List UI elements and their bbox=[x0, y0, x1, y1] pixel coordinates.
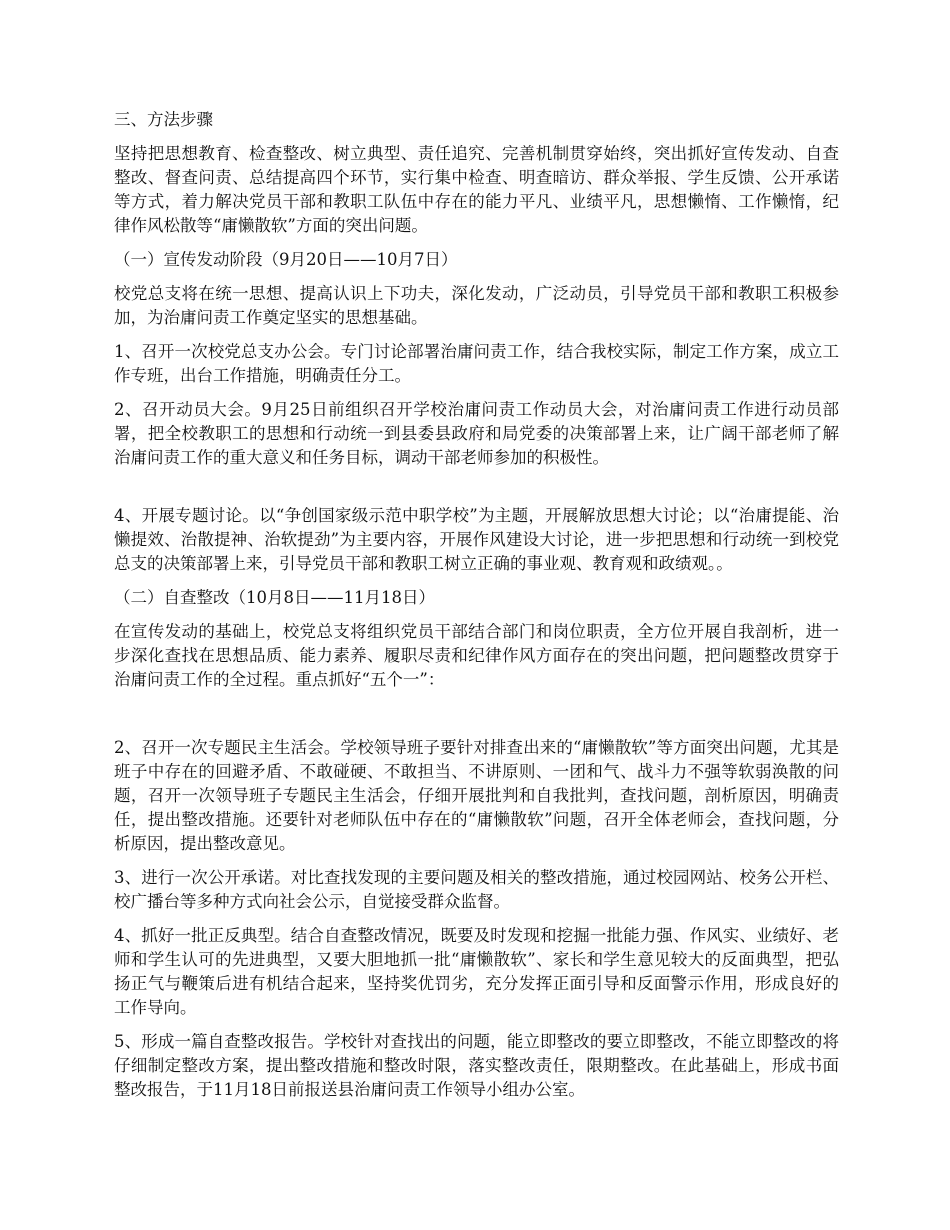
item-mobilization-meeting: 2、召开动员大会。9月25日前组织召开学校治庸问责工作动员大会，对治庸问责工作进行动员部署，把全校教职工的思想和行动统一到县委县政府和局党委的决策部署上来，让广阔干部老师了解治庸问责工作的重大意义和任务目标，调动干部老师参加的积极性。 bbox=[114, 400, 839, 467]
item-topic-discussion: 4、开展专题讨论。以“争创国家级示范中职学校”为主题，开展解放思想大讨论；以“治庸提能、治懒提效、治散提神、治软提劲”为主要内容，开展作风建设大讨论，进一步把思想和行动统一到校党总支的决策部署上来，引导党员干部和教职工树立正确的事业观、教育观和政绩观。。 bbox=[114, 506, 839, 573]
stage-two-intro: 在宣传发动的基础上，校党总支将组织党员干部结合部门和岗位职责，全方位开展自我剖析，进一步深化查找在思想品质、能力素养、履职尽责和纪律作风方面存在的突出问题，把问题整改贯穿于治庸问责工作的全过程。重点抓好“五个一”： bbox=[114, 622, 839, 689]
stage-two-heading: （二）自查整改（10月8日——11月18日） bbox=[114, 588, 435, 607]
section-heading-methods: 三、方法步骤 bbox=[114, 110, 213, 129]
item-typical-examples: 4、抓好一批正反典型。结合自查整改情况，既要及时发现和挖掘一批能力强、作风实、业绩好、老师和学生认可的先进典型，又要大胆地抓一批“庸懒散软”、家长和学生意见较大的反面典型，把弘扬正气与鞭策后进有机结合起来，坚持奖优罚劣，充分发挥正面引导和反面警示作用，形成良好的工作导向。 bbox=[114, 926, 839, 1017]
document-page bbox=[114, 108, 839, 1112]
item-democratic-life-meeting: 2、召开一次专题民主生活会。学校领导班子要针对排查出来的“庸懒散软”等方面突出问题，尤其是班子中存在的回避矛盾、不敢碰硬、不敢担当、不讲原则、一团和气、战斗力不强等软弱涣散的问题，召开一次领导班子专题民主生活会，仔细开展批判和自我批判，查找问题，剖析原因，明确责任，提出整改措施。还要针对老师队伍中存在的“庸懒散软”问题，召开全体老师会，查找问题，分析原因，提出整改意见。 bbox=[114, 738, 839, 853]
intro-paragraph: 坚持把思想教育、检查整改、树立典型、责任追究、完善机制贯穿始终，突出抓好宣传发动、自查整改、督查问责、总结提高四个环节，实行集中检查、明查暗访、群众举报、学生反馈、公开承诺等方式，着力解决党员干部和教职工队伍中存在的能力平凡、业绩平凡，思想懒惰、工作懒惰，纪律作风松散等“庸懒散软”方面的突出问题。 bbox=[114, 144, 839, 235]
item-public-commitment: 3、进行一次公开承诺。对比查找发现的主要问题及相关的整改措施，通过校园网站、校务公开栏、校广播台等多种方式向社会公示，自觉接受群众监督。 bbox=[114, 868, 839, 911]
item-rectification-report: 5、形成一篇自查整改报告。学校针对查找出的问题，能立即整改的要立即整改，不能立即整改的将仔细制定整改方案，提出整改措施和整改时限，落实整改责任，限期整改。在此基础上，形成书面整改报告，于11月18日前报送县治庸问责工作领导小组办公室。 bbox=[114, 1032, 839, 1099]
stage-one-heading: （一）宣传发动阶段（9月20日——10月7日） bbox=[114, 250, 458, 269]
item-party-meeting: 1、召开一次校党总支办公会。专门讨论部署治庸问责工作，结合我校实际，制定工作方案，成立工作专班，出台工作措施，明确责任分工。 bbox=[114, 342, 839, 385]
stage-one-intro: 校党总支将在统一思想、提高认识上下功夫，深化发动，广泛动员，引导党员干部和教职工积极参加，为治庸问责工作奠定坚实的思想基础。 bbox=[114, 284, 839, 327]
